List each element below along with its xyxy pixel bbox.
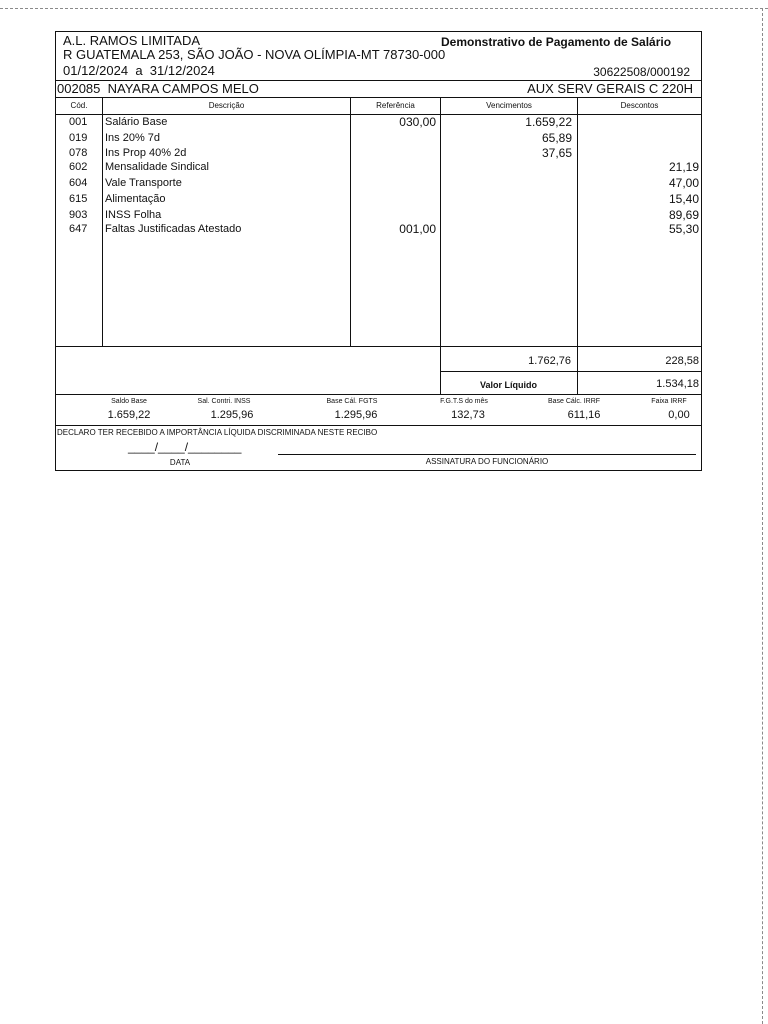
period-end: 31/12/2024: [149, 63, 215, 78]
employee-code: 002085: [57, 81, 101, 96]
total-earnings: 1.762,76: [528, 355, 571, 367]
base-value-saldo: 1.659,22: [107, 409, 151, 421]
row-code: 604: [69, 177, 88, 189]
row-description: Vale Transporte: [105, 177, 182, 189]
page-border-top: [0, 8, 768, 9]
column-header-earnings: Vencimentos: [486, 101, 532, 110]
receipt-declaration: DECLARO TER RECEBIDO A IMPORTÂNCIA LÍQUIDA DISCRIMINADA NESTE RECIBO: [57, 428, 378, 437]
net-value: 1.534,18: [656, 378, 699, 390]
base-label-irrf: Base Cálc. IRRF: [547, 398, 601, 405]
row-code: 903: [69, 209, 88, 221]
row-code: 019: [69, 132, 88, 144]
row-description: Ins 20% 7d: [105, 132, 161, 144]
divider: [56, 97, 701, 98]
divider: [56, 346, 701, 347]
table-row: [56, 193, 701, 209]
period-separator: a: [135, 63, 143, 78]
column-header-description: Descrição: [208, 101, 245, 110]
row-description: Alimentação: [105, 193, 166, 205]
row-deduction: 47,00: [668, 176, 699, 190]
employee-name: NAYARA CAMPOS MELO: [107, 81, 259, 96]
table-row: [56, 177, 701, 193]
base-value-fgts: 1.295,96: [334, 409, 378, 421]
row-code: 001: [69, 116, 88, 128]
company-name: A.L. RAMOS LIMITADA: [63, 33, 201, 48]
row-code: 647: [69, 223, 88, 235]
base-label-inss: Sal. Contri. INSS: [197, 398, 251, 405]
total-deductions: 228,58: [665, 355, 699, 367]
divider: [56, 114, 701, 115]
row-earning: 1.659,22: [525, 115, 572, 129]
divider: [56, 394, 701, 395]
row-deduction: 15,40: [668, 192, 699, 206]
date-label: DATA: [169, 458, 191, 467]
divider: [56, 425, 701, 426]
base-value-inss: 1.295,96: [210, 409, 254, 421]
column-header-deductions: Descontos: [620, 101, 659, 110]
row-reference: 030,00: [399, 115, 436, 129]
row-deduction: 21,19: [668, 160, 699, 174]
period-start: 01/12/2024: [63, 63, 129, 78]
company-registration: 30622508/000192: [593, 65, 690, 79]
row-description: INSS Folha: [105, 209, 162, 221]
page-border-right: [762, 8, 763, 1024]
column-header-reference: Referência: [376, 101, 415, 110]
row-description: Salário Base: [105, 116, 168, 128]
net-value-label: Valor Líquido: [479, 380, 537, 390]
payslip: [55, 31, 702, 471]
base-value-irrf: 611,16: [567, 409, 601, 421]
period: [63, 63, 215, 78]
row-earning: 65,89: [541, 131, 572, 145]
row-deduction: 55,30: [668, 222, 699, 236]
row-deduction: 89,69: [668, 208, 699, 222]
signature-line: [278, 454, 696, 455]
row-earning: 37,65: [541, 146, 572, 160]
row-code: 615: [69, 193, 88, 205]
table-row: [56, 223, 701, 239]
row-reference: 001,00: [399, 222, 436, 236]
row-description: Ins Prop 40% 2d: [105, 147, 187, 159]
base-label-fgts: Base Cál. FGTS: [326, 398, 378, 405]
base-value-faixa-irrf: 0,00: [668, 409, 690, 421]
document-title: Demonstrativo de Pagamento de Salário: [441, 35, 672, 49]
row-description: Mensalidade Sindical: [105, 161, 209, 173]
column-header-code: Cód.: [70, 101, 88, 110]
table-row: [56, 116, 701, 132]
company-address: R GUATEMALA 253, SÃO JOÃO - NOVA OLÍMPIA-MT 78730-000: [63, 47, 446, 62]
base-label-fgts-mes: F.G.T.S do mês: [440, 398, 488, 405]
base-value-fgts-mes: 132,73: [451, 409, 485, 421]
divider: [440, 371, 701, 372]
employee-info: [57, 81, 259, 96]
date-field: ____/____/________: [128, 440, 242, 454]
table-row: [56, 161, 701, 177]
row-description: Faltas Justificadas Atestado: [105, 223, 242, 235]
employee-role: AUX SERV GERAIS C 220H: [527, 81, 693, 96]
base-label-saldo: Saldo Base: [111, 398, 147, 405]
table-row: [56, 132, 701, 148]
row-code: 602: [69, 161, 88, 173]
row-code: 078: [69, 147, 88, 159]
base-label-faixa-irrf: Faixa IRRF: [651, 398, 687, 405]
signature-label: ASSINATURA DO FUNCIONÁRIO: [425, 457, 549, 466]
